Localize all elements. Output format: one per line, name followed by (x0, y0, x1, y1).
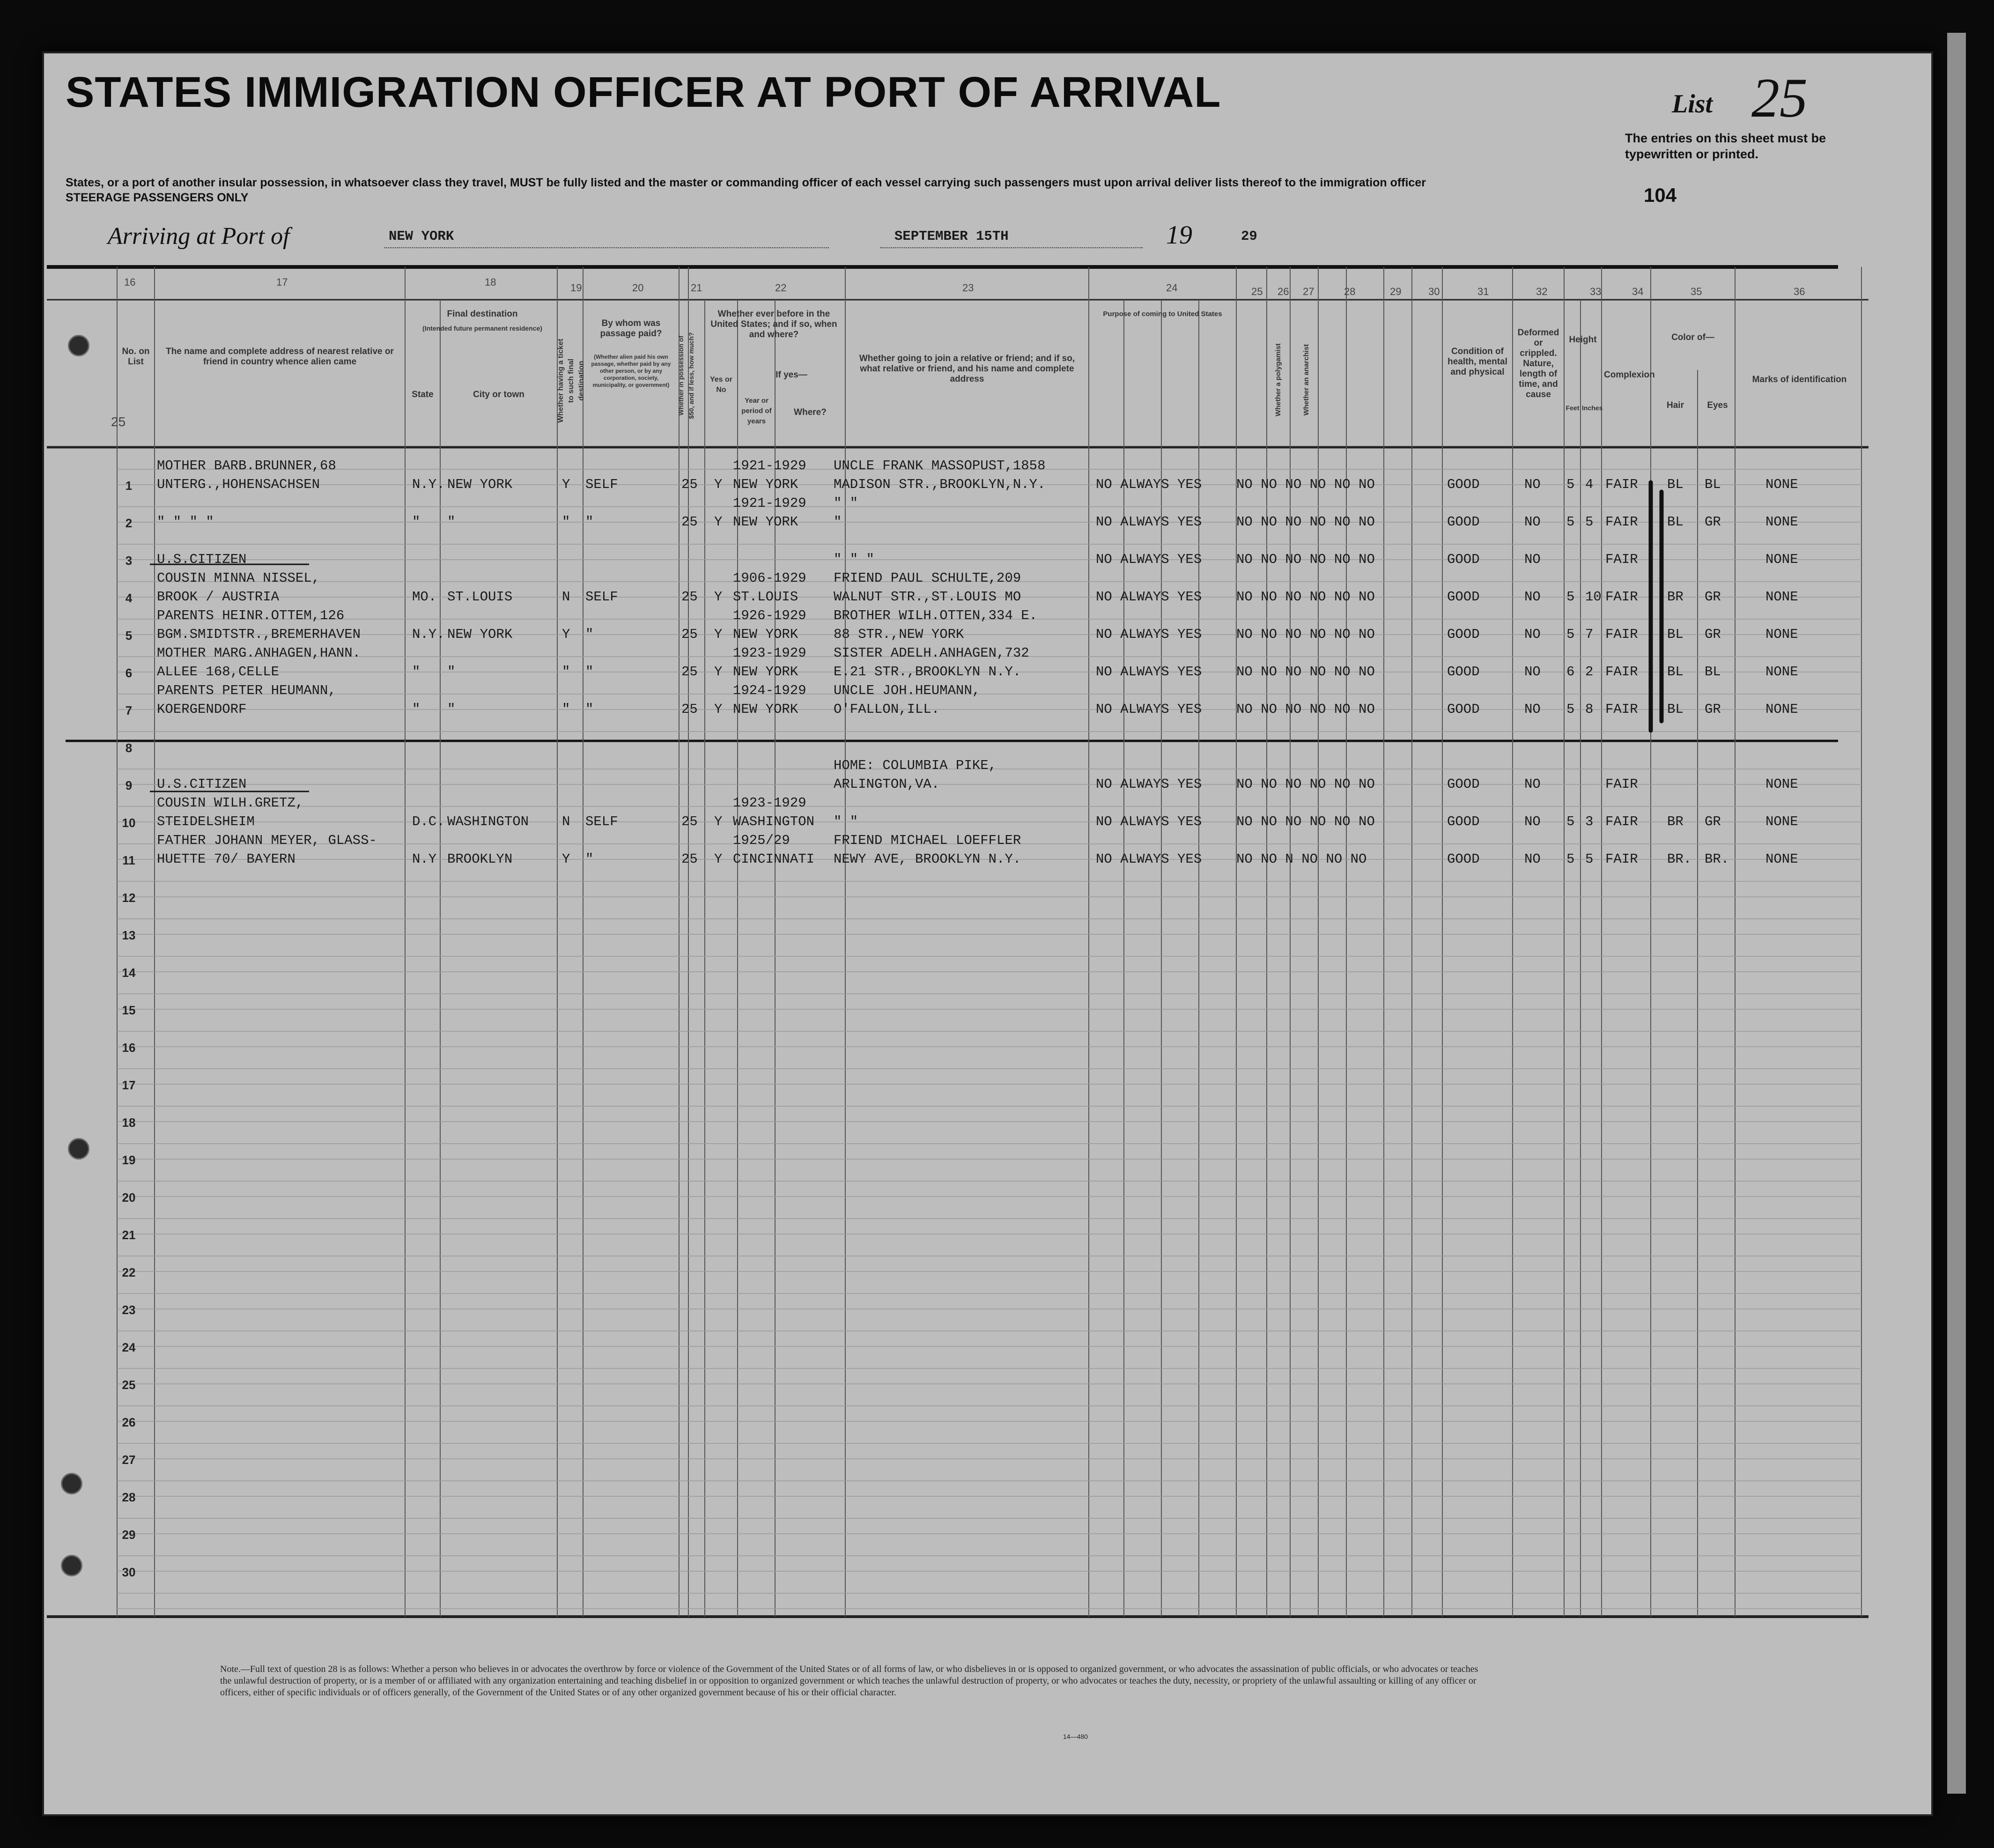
previous-visit-place: NEW YORK (733, 477, 798, 492)
column-number: 16 (124, 276, 136, 288)
previous-visit-place: NEW YORK (733, 514, 798, 530)
entry-city: ST.LOUIS (447, 589, 513, 605)
joining-relative: O'FALLON,ILL. (834, 702, 940, 717)
entry-inches: 10 (1585, 589, 1602, 605)
row-number: 17 (122, 1078, 136, 1092)
entry-health: GOOD (1447, 664, 1480, 680)
entry-ticket: Y (562, 477, 570, 492)
entry-ticket: " (562, 664, 570, 680)
port-value: NEW YORK (389, 229, 454, 244)
entry-complexion: FAIR (1605, 664, 1638, 680)
entry-answers: NO NO NO NO NO NO (1236, 589, 1375, 605)
row-number: 30 (122, 1565, 136, 1579)
entry-hair: BL (1667, 477, 1684, 492)
column-number: 17 (276, 276, 288, 288)
entry-deformed: NO (1524, 776, 1541, 792)
entry-before: Y (714, 664, 723, 680)
entry-feet: 5 (1566, 589, 1575, 605)
column-number: 28 (1344, 286, 1356, 297)
entry-answers: NO NO NO NO NO NO (1236, 776, 1375, 792)
date-value: SEPTEMBER 15TH (894, 229, 1009, 244)
entry-health: GOOD (1447, 477, 1480, 492)
entry-marks: NONE (1765, 702, 1798, 717)
joining-relative: NEWY AVE, BROOKLYN N.Y. (834, 851, 1021, 867)
entry-health: GOOD (1447, 702, 1480, 717)
form-number: 14—480 (1063, 1733, 1088, 1740)
entry-paid: SELF (585, 477, 618, 492)
joining-relative: UNCLE JOH.HEUMANN, (834, 683, 981, 698)
entry-answers: NO NO NO NO NO NO (1236, 664, 1375, 680)
row-number: 28 (122, 1490, 136, 1504)
entry-paid: " (585, 514, 594, 530)
column-number: 27 (1303, 286, 1315, 297)
nearest-relative: BROOK / AUSTRIA (157, 589, 280, 605)
entry-paid: " (585, 627, 594, 642)
entry-eyes: GR (1705, 702, 1721, 717)
entry-deformed: NO (1524, 627, 1541, 642)
nearest-relative: U.S.CITIZEN (157, 776, 247, 792)
entry-complexion: FAIR (1605, 814, 1638, 829)
year-prefix: 19 (1166, 221, 1192, 250)
nearest-relative: PARENTS PETER HEUMANN, (157, 683, 336, 698)
nearest-relative: " " " " (157, 514, 214, 530)
joining-relative: " " (834, 814, 858, 829)
row-number: 26 (122, 1415, 136, 1429)
entry-complexion: FAIR (1605, 514, 1638, 530)
header-period: Year or period of years (741, 397, 772, 425)
entry-complexion: FAIR (1605, 702, 1638, 717)
typewritten-note: The entries on this sheet must be typewritten or printed. (1625, 131, 1826, 161)
entry-answers: NO NO NO NO NO NO (1236, 552, 1375, 567)
row-number: 3 (125, 554, 133, 568)
header-purpose: Purpose of coming to United States (1103, 310, 1222, 318)
entry-hair: BR (1667, 589, 1684, 605)
list-label: List (1672, 89, 1713, 118)
entry-inches: 5 (1585, 514, 1594, 530)
entry-money: 25 (681, 702, 698, 717)
entry-state: N.Y. (412, 627, 445, 642)
entry-state: N.Y. (412, 477, 445, 492)
entry-purpose: NO ALWAYS YES (1096, 477, 1202, 492)
sheet-number: 104 (1644, 184, 1677, 206)
entry-purpose: NO ALWAYS YES (1096, 814, 1202, 829)
row-number: 19 (122, 1153, 136, 1167)
header-before-in-us: Whether ever before in the United States; and if so, when and where? (710, 309, 837, 340)
header-joining: Whether going to join a relative or friend; and if so, what relative or friend, and his name and complete address (859, 354, 1075, 384)
header-complexion: Complexion (1604, 370, 1655, 380)
page-title: STATES IMMIGRATION OFFICER AT PORT OF ARRIVAL (66, 68, 1221, 116)
entry-money: 25 (681, 589, 698, 605)
entry-money: 25 (681, 627, 698, 642)
entry-health: GOOD (1447, 552, 1480, 567)
entry-marks: NONE (1765, 589, 1798, 605)
entry-inches: 2 (1585, 664, 1594, 680)
entry-eyes: GR (1705, 589, 1721, 605)
entry-answers: NO NO NO NO NO NO (1236, 514, 1375, 530)
entry-ticket: Y (562, 851, 570, 867)
entry-purpose: NO ALWAYS YES (1096, 851, 1202, 867)
nearest-relative: MOTHER BARB.BRUNNER,68 (157, 458, 336, 473)
entry-inches: 8 (1585, 702, 1594, 717)
row-number: 5 (125, 628, 133, 643)
column-number: 35 (1691, 286, 1702, 297)
entry-marks: NONE (1765, 664, 1798, 680)
header-list-number: No. on List (122, 347, 150, 367)
entry-purpose: NO ALWAYS YES (1096, 514, 1202, 530)
entry-before: Y (714, 477, 723, 492)
row-number: 7 (125, 703, 133, 717)
previous-visit-place: NEW YORK (733, 702, 798, 717)
entry-purpose: NO ALWAYS YES (1096, 627, 1202, 642)
entry-city: " (447, 664, 456, 680)
previous-visit-place: NEW YORK (733, 627, 798, 642)
entry-eyes: BL (1705, 477, 1721, 492)
entry-health: GOOD (1447, 776, 1480, 792)
column-number: 24 (1166, 282, 1178, 294)
row-number: 8 (125, 741, 133, 755)
entry-hair: BL (1667, 664, 1684, 680)
header-where: Where? (794, 407, 827, 417)
row-number: 12 (122, 891, 136, 905)
row-number: 25 (122, 1378, 136, 1392)
entry-marks: NONE (1765, 514, 1798, 530)
column-number: 36 (1794, 286, 1805, 297)
row-number: 9 (125, 778, 133, 792)
header-passage-note: (Whether alien paid his own passage, whether paid by any other person, or by any corporation, society, municipality, or government) (591, 354, 671, 388)
column-number: 22 (775, 282, 787, 294)
header-state: State (412, 390, 434, 399)
entry-paid: SELF (585, 814, 618, 829)
page-reference: 25 (111, 414, 126, 429)
header-deformed: Deformed or crippled. Nature, length of time, and cause (1517, 328, 1559, 399)
entry-money: 25 (681, 514, 698, 530)
entry-complexion: FAIR (1605, 552, 1638, 567)
entry-money: 25 (681, 477, 698, 492)
column-number: 20 (632, 282, 644, 294)
entry-feet: 5 (1566, 702, 1575, 717)
row-number: 11 (122, 853, 135, 867)
previous-visit-period: 1925/29 (733, 833, 790, 848)
entry-answers: NO NO NO NO NO NO (1236, 627, 1375, 642)
entry-feet: 5 (1566, 814, 1575, 829)
entry-paid: " (585, 664, 594, 680)
previous-visit-period: 1926-1929 (733, 608, 806, 623)
entry-health: GOOD (1447, 514, 1480, 530)
entry-eyes: BR. (1705, 851, 1729, 867)
nearest-relative: COUSIN WILH.GRETZ, (157, 795, 304, 811)
previous-visit-period: 1923-1929 (733, 795, 806, 811)
header-polygamist: Whether a polygamist (1274, 343, 1282, 416)
header-ticket: Whether having a ticket to such final destination (557, 339, 585, 423)
entry-deformed: NO (1524, 589, 1541, 605)
entry-purpose: NO ALWAYS YES (1096, 589, 1202, 605)
entry-marks: NONE (1765, 851, 1798, 867)
entry-state: MO. (412, 589, 437, 605)
row-number: 16 (122, 1041, 136, 1055)
joining-relative: FRIEND MICHAEL LOEFFLER (834, 833, 1021, 848)
column-number: 31 (1477, 286, 1489, 297)
entry-hair: BR (1667, 814, 1684, 829)
entry-city: " (447, 702, 456, 717)
entry-hair: BR. (1667, 851, 1692, 867)
entry-marks: NONE (1765, 477, 1798, 492)
entry-before: Y (714, 514, 723, 530)
previous-visit-period: 1924-1929 (733, 683, 806, 698)
header-hair: Hair (1667, 400, 1684, 410)
row-number: 20 (122, 1190, 136, 1205)
page-subtitle: States, or a port of another insular possession, in whatsoever class they travel, MUST be fully listed and the master or commanding officer of each vessel carrying such passengers must upon arrival deliver lists thereof to the immigration officer (66, 176, 1426, 189)
entry-paid: " (585, 851, 594, 867)
entry-feet: 5 (1566, 514, 1575, 530)
nearest-relative: UNTERG.,HOHENSACHSEN (157, 477, 320, 492)
column-number: 21 (691, 282, 702, 294)
header-yes-no: Yes or No (709, 376, 733, 394)
entry-deformed: NO (1524, 514, 1541, 530)
entry-answers: NO NO N NO NO NO (1236, 851, 1367, 867)
entry-state: " (412, 664, 421, 680)
entry-inches: 7 (1585, 627, 1594, 642)
entry-deformed: NO (1524, 851, 1541, 867)
header-city: City or town (473, 390, 524, 399)
previous-visit-period: 1906-1929 (733, 570, 806, 586)
entry-health: GOOD (1447, 814, 1480, 829)
entry-ticket: N (562, 589, 570, 605)
steerage-note: STEERAGE PASSENGERS ONLY (66, 191, 249, 204)
row-number: 6 (125, 666, 133, 680)
entry-ticket: Y (562, 627, 570, 642)
entry-eyes: GR (1705, 814, 1721, 829)
entry-answers: NO NO NO NO NO NO (1236, 814, 1375, 829)
row-number: 18 (122, 1116, 136, 1130)
joining-relative: HOME: COLUMBIA PIKE, (834, 758, 997, 773)
entry-before: Y (714, 589, 723, 605)
joining-relative: BROTHER WILH.OTTEN,334 E. (834, 608, 1038, 623)
year-suffix: 29 (1241, 229, 1257, 244)
entry-purpose: NO ALWAYS YES (1096, 664, 1202, 680)
header-marks: Marks of identification (1752, 375, 1847, 384)
entry-city: NEW YORK (447, 627, 513, 642)
entry-marks: NONE (1765, 627, 1798, 642)
header-money: Whether in possession of $50, and if less, how much? (677, 332, 695, 419)
row-number: 1 (125, 479, 133, 493)
nearest-relative: BGM.SMIDTSTR.,BREMERHAVEN (157, 627, 361, 642)
entry-deformed: NO (1524, 552, 1541, 567)
entry-before: Y (714, 627, 723, 642)
entry-city: NEW YORK (447, 477, 513, 492)
nearest-relative: FATHER JOHANN MEYER, GLASS- (157, 833, 377, 848)
row-number: 21 (122, 1228, 136, 1242)
nearest-relative: COUSIN MINNA NISSEL, (157, 570, 320, 586)
entry-complexion: FAIR (1605, 477, 1638, 492)
column-number: 26 (1278, 286, 1289, 297)
entry-marks: NONE (1765, 552, 1798, 567)
entry-deformed: NO (1524, 477, 1541, 492)
joining-relative: E.21 STR.,BROOKLYN N.Y. (834, 664, 1021, 680)
entry-city: BROOKLYN (447, 851, 513, 867)
header-nearest-relative: The name and complete address of nearest relative or friend in country whence alien came (166, 347, 394, 367)
entry-state: " (412, 702, 421, 717)
row-number: 14 (122, 966, 136, 980)
entry-hair: BL (1667, 702, 1684, 717)
entry-complexion: FAIR (1605, 589, 1638, 605)
entry-feet: 6 (1566, 664, 1575, 680)
entry-feet: 5 (1566, 477, 1575, 492)
entry-eyes: GR (1705, 627, 1721, 642)
row-number: 23 (122, 1303, 136, 1317)
entry-deformed: NO (1524, 702, 1541, 717)
column-number: 32 (1536, 286, 1548, 297)
entry-before: Y (714, 851, 723, 867)
entry-deformed: NO (1524, 814, 1541, 829)
row-number: 2 (125, 516, 133, 530)
previous-visit-period: 1921-1929 (733, 495, 806, 511)
entry-hair: BL (1667, 514, 1684, 530)
column-number: 34 (1632, 286, 1644, 297)
entry-eyes: GR (1705, 514, 1721, 530)
header-height: Height (1569, 335, 1597, 345)
joining-relative: 88 STR.,NEW YORK (834, 627, 964, 642)
header-final-destination: Final destination (447, 309, 518, 319)
header-feet: Feet (1566, 404, 1580, 412)
row-number: 27 (122, 1453, 136, 1467)
column-number: 23 (962, 282, 974, 294)
entry-hair: BL (1667, 627, 1684, 642)
entry-money: 25 (681, 851, 698, 867)
header-anarchist: Whether an anarchist (1302, 344, 1310, 416)
joining-relative: " " (834, 495, 858, 511)
nearest-relative: ALLEE 168,CELLE (157, 664, 280, 680)
row-number: 13 (122, 928, 136, 942)
footer-note: Note.—Full text of question 28 is as follows: Whether a person who believes in or advocates the overthrow by force or violence of the Government of the United States or of all forms of law, or who disbelieves in or is opposed to organized government, or who advocates the assassination of public officials, or who advocates or teaches the unlawful destruction of property, or is a member of or affiliated with any organization entertaining and teaching disbelief in or opposition to organized government or which teaches the unlawful destruction of property, or who advocates or teaches the duty, necessity, or propriety of the unlawful assaulting or killing of any officer or officers, either of specific individuals or of officers generally, of the Government of the United States or of any other organized government because of his or their official character. (220, 1664, 1478, 1698)
joining-relative: UNCLE FRANK MASSOPUST,1858 (834, 458, 1046, 473)
entry-answers: NO NO NO NO NO NO (1236, 477, 1375, 492)
entry-inches: 3 (1585, 814, 1594, 829)
nearest-relative: MOTHER MARG.ANHAGEN,HANN. (157, 645, 361, 661)
entry-purpose: NO ALWAYS YES (1096, 776, 1202, 792)
header-destination-note: (Intended future permanent residence) (422, 325, 542, 332)
entry-eyes: BL (1705, 664, 1721, 680)
previous-visit-place: CINCINNATI (733, 851, 815, 867)
row-number: 10 (122, 816, 136, 830)
column-number: 25 (1251, 286, 1263, 297)
nearest-relative: PARENTS HEINR.OTTEM,126 (157, 608, 345, 623)
entry-health: GOOD (1447, 627, 1480, 642)
entry-paid: " (585, 702, 594, 717)
entry-purpose: NO ALWAYS YES (1096, 702, 1202, 717)
row-number: 22 (122, 1265, 136, 1279)
entry-paid: SELF (585, 589, 618, 605)
entry-money: 25 (681, 664, 698, 680)
entry-state: D.C. (412, 814, 445, 829)
row-number: 15 (122, 1003, 136, 1017)
entry-before: Y (714, 702, 723, 717)
entry-inches: 5 (1585, 851, 1594, 867)
entry-marks: NONE (1765, 776, 1798, 792)
nearest-relative: KOERGENDORF (157, 702, 247, 717)
entry-feet: 5 (1566, 627, 1575, 642)
joining-relative: WALNUT STR.,ST.LOUIS MO (834, 589, 1021, 605)
row-number: 29 (122, 1528, 136, 1542)
entry-ticket: N (562, 814, 570, 829)
header-eyes: Eyes (1707, 400, 1728, 410)
previous-visit-period: 1923-1929 (733, 645, 806, 661)
joining-relative: " (834, 514, 842, 530)
header-passage-paid: By whom was passage paid? (600, 318, 662, 339)
entry-city: " (447, 514, 456, 530)
joining-relative: ARLINGTON,VA. (834, 776, 940, 792)
header-if-yes: If yes— (775, 370, 807, 380)
nearest-relative: STEIDELSHEIM (157, 814, 255, 829)
column-number: 29 (1390, 286, 1402, 297)
entry-feet: 5 (1566, 851, 1575, 867)
nearest-relative: U.S.CITIZEN (157, 552, 247, 567)
joining-relative: MADISON STR.,BROOKLYN,N.Y. (834, 477, 1046, 492)
column-number: 33 (1590, 286, 1602, 297)
list-number: 25 (1751, 67, 1808, 129)
entry-money: 25 (681, 814, 698, 829)
entry-marks: NONE (1765, 814, 1798, 829)
entry-health: GOOD (1447, 589, 1480, 605)
entry-answers: NO NO NO NO NO NO (1236, 702, 1375, 717)
entry-deformed: NO (1524, 664, 1541, 680)
entry-state: " (412, 514, 421, 530)
entry-complexion: FAIR (1605, 851, 1638, 867)
entry-inches: 4 (1585, 477, 1594, 492)
entry-health: GOOD (1447, 851, 1480, 867)
joining-relative: " " " (834, 552, 875, 567)
entry-ticket: " (562, 702, 570, 717)
entry-before: Y (714, 814, 723, 829)
arriving-label: Arriving at Port of (108, 223, 290, 250)
joining-relative: SISTER ADELH.ANHAGEN,732 (834, 645, 1029, 661)
entry-purpose: NO ALWAYS YES (1096, 552, 1202, 567)
row-number: 24 (122, 1340, 136, 1354)
header-health: Condition of health, mental and physical (1447, 347, 1507, 377)
previous-visit-place: NEW YORK (733, 664, 798, 680)
entry-state: N.Y (412, 851, 437, 867)
entry-ticket: " (562, 514, 570, 530)
nearest-relative: HUETTE 70/ BAYERN (157, 851, 295, 867)
header-inches: Inches (1582, 404, 1603, 412)
previous-visit-period: 1921-1929 (733, 458, 806, 473)
header-color-of: Color of— (1671, 333, 1714, 342)
entry-city: WASHINGTON (447, 814, 529, 829)
entry-complexion: FAIR (1605, 627, 1638, 642)
joining-relative: FRIEND PAUL SCHULTE,209 (834, 570, 1021, 586)
column-number: 18 (485, 276, 496, 288)
previous-visit-place: WASHINGTON (733, 814, 815, 829)
column-number: 30 (1428, 286, 1440, 297)
previous-visit-place: ST.LOUIS (733, 589, 798, 605)
column-number: 19 (570, 282, 582, 294)
row-number: 4 (125, 591, 133, 605)
entry-complexion: FAIR (1605, 776, 1638, 792)
